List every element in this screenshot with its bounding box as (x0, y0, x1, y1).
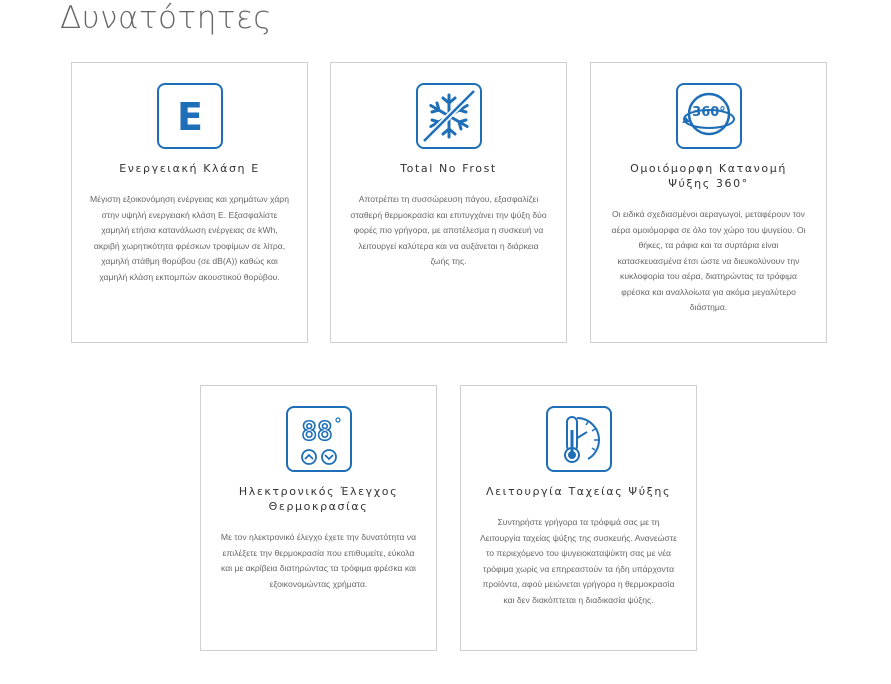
feature-card-electronic-control (200, 385, 437, 651)
feature-description: Με τον ηλεκτρονικό έλεγχο έχετε την δυνατότητα να επιλέξετε την θερμοκρασία που επιθυμείτε, εύκολα και με ακρίβεια διατηρώντας τα τρόφιμα φρέσκα και εξοικονομώντας χρήματα. (220, 532, 417, 589)
feature-title: Ομοιόμορφη Κατανομή Ψύξης 360° (630, 162, 787, 190)
svg-text:E: E (176, 95, 203, 139)
feature-title: Total No Frost (400, 162, 497, 175)
feature-description: Αποτρέπει τη συσσώρευση πάγου, εξασφαλίζει σταθερή θερμοκρασία και επιτυγχάνει την ψύξη δύο φορές πιο γρήγορα, με αποτέλεσμα η συσκευή να λειτουργεί καλύτερα και να αυξάνεται η διάρκεια ζωής της. (350, 194, 547, 266)
feature-card-no-frost (330, 62, 567, 343)
feature-description: Οι ειδικά σχεδιασμένοι αεραγωγοί, μεταφέρουν τον αέρα ομοιόμορφα σε όλο τον χώρο του ψυγείου. Οι θήκες, τα ράφια και τα συρτάρια είναι κατασκευασμένα έτσι ώστε να διευκολύνουν την κυκλοφορία του αέρα, διατηρώντας τα τρόφιμα φρέσκα και αναλλοίωτα για ακόμα μεγαλύτερο διάστημα. (611, 209, 806, 312)
360-cooling-icon (676, 83, 742, 149)
feature-card-energy-class (71, 62, 308, 343)
fast-cooling-thermometer-icon (546, 406, 612, 472)
svg-text:360°: 360° (691, 105, 726, 120)
feature-card-fast-cooling (460, 385, 697, 651)
svg-text:88: 88 (300, 417, 333, 447)
feature-title: Ενεργειακή Κλάση E (119, 162, 260, 175)
feature-title: Λειτουργία Ταχείας Ψύξης (485, 485, 672, 498)
feature-description: Μέγιστη εξοικονόμηση ενέργειας και χρημάτων χάρη στην υψηλή ενεργειακή κλάση E. Εξασφαλίστε χαμηλή ετήσια κατανάλωση ενέργειας σε kWh, ακριβή χωρητικότητα φρέσκων τροφίμων σε λίτρα, χαμηλή στάθμη θορύβου (σε dB(A)) καθώς και χαμηλή κλάση εκπομπών ακουστικού θορύβου. (90, 194, 289, 282)
feature-description: Συντηρήστε γρήγορα τα τρόφιμά σας με τη Λειτουργία ταχείας ψύξης της συσκευής. Ανανεώστε το περιεχόμενο του ψυγειοκαταψύκτη σας με νέα τρόφιμα χωρίς να επηρεαστούν τα ήδη υπάρχοντα προϊόντα, αφού μειώνεται γρήγορα η θερμοκρασία και δεν διακόπτεται η διαδικασία ψύξης. (480, 517, 677, 605)
no-frost-snowflake-icon (416, 83, 482, 149)
page-title: Δυνατότητες (60, 0, 272, 36)
energy-class-e-icon (157, 83, 223, 149)
feature-title: Ηλεκτρονικός Έλεγχος Θερμοκρασίας (238, 485, 399, 513)
electronic-display-icon (286, 406, 352, 472)
feature-card-360-cooling (590, 62, 827, 343)
